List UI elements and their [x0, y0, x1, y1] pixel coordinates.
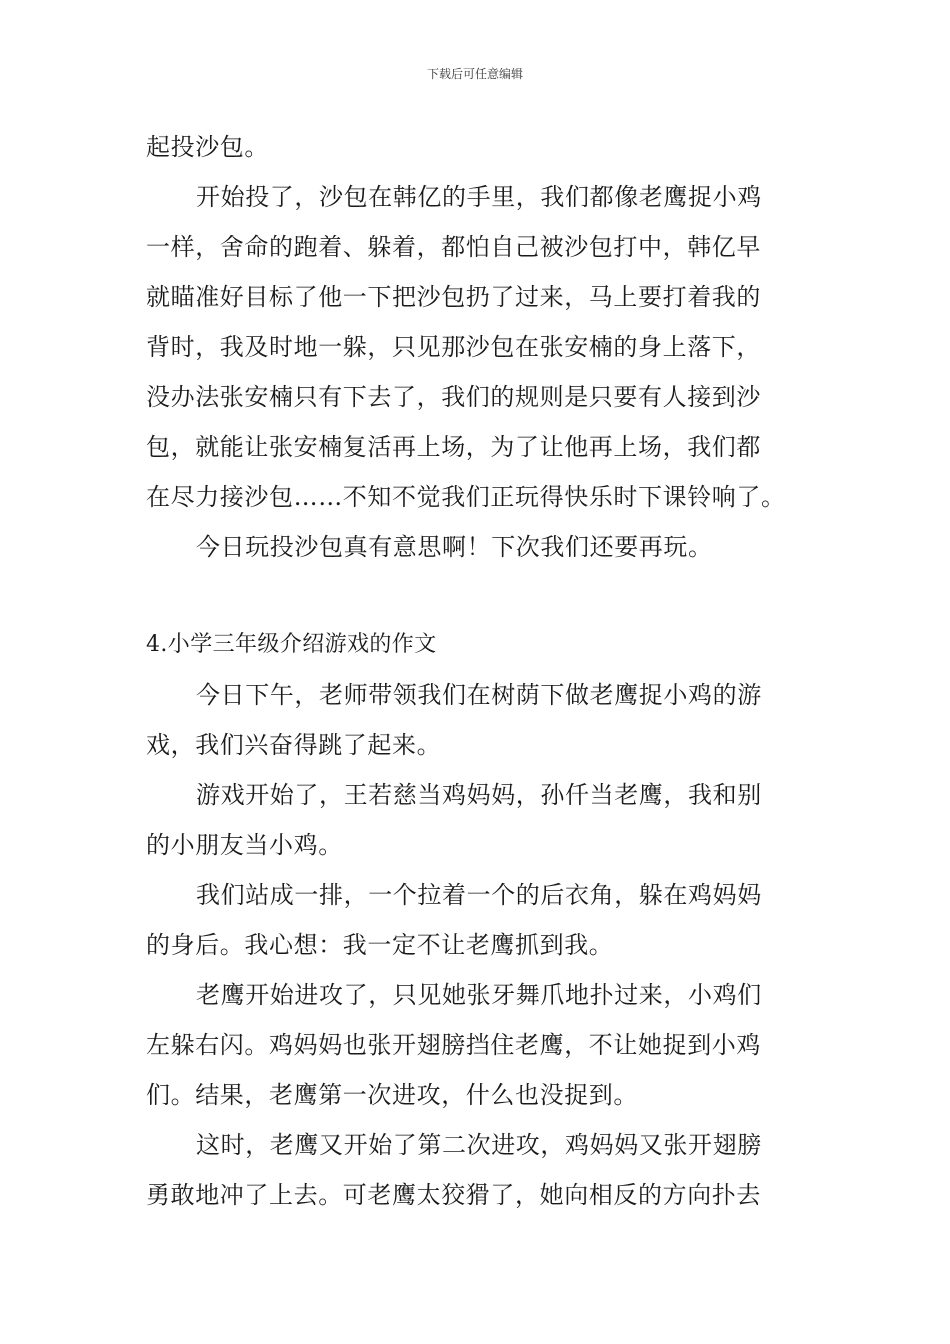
text-line: 包，就能让张安楠复活再上场，为了让他再上场，我们都	[146, 433, 761, 461]
text-line: 们。结果，老鹰第一次进攻，什么也没捉到。	[146, 1081, 638, 1109]
paragraph-start-line: 这时，老鹰又开始了第二次进攻，鸡妈妈又张开翅膀	[196, 1131, 762, 1159]
paragraph-start-line: 我们站成一排，一个拉着一个的后衣角，躲在鸡妈妈	[196, 881, 762, 909]
text-line: 的小朋友当小鸡。	[146, 831, 343, 859]
paragraph-start-line: 老鹰开始进攻了，只见她张牙舞爪地扑过来，小鸡们	[196, 981, 762, 1009]
text-line: 就瞄准好目标了他一下把沙包扔了过来，马上要打着我的	[146, 283, 761, 311]
document-body	[146, 122, 810, 1220]
page-header: 下载后可任意编辑	[426, 67, 523, 81]
text-line: 没办法张安楠只有下去了，我们的规则是只要有人接到沙	[146, 383, 761, 411]
text-line: 背时，我及时地一躲，只见那沙包在张安楠的身上落下，	[146, 333, 761, 361]
paragraph-start-line: 开始投了，沙包在韩亿的手里，我们都像老鹰捉小鸡	[196, 183, 762, 211]
text-line: 勇敢地冲了上去。可老鹰太狡猾了，她向相反的方向扑去	[146, 1181, 761, 1209]
paragraph-start-line: 今日玩投沙包真有意思啊！下次我们还要再玩。	[196, 533, 713, 561]
text-line: 起投沙包。	[146, 133, 269, 161]
text-line: 戏，我们兴奋得跳了起来。	[146, 731, 442, 759]
text-line: 左躲右闪。鸡妈妈也张开翅膀挡住老鹰，不让她捉到小鸡	[146, 1031, 761, 1059]
paragraph-start-line: 今日下午，老师带领我们在树荫下做老鹰捉小鸡的游	[196, 681, 762, 709]
text-line: 一样，舍命的跑着、躲着，都怕自己被沙包打中，韩亿早	[146, 233, 761, 261]
text-line: 的身后。我心想：我一定不让老鹰抓到我。	[146, 931, 614, 959]
text-line: 在尽力接沙包……不知不觉我们正玩得快乐时下课铃响了。	[146, 483, 786, 511]
paragraph-start-line: 游戏开始了，王若慈当鸡妈妈，孙仟当老鹰，我和别	[196, 781, 762, 809]
section-heading: 4.小学三年级介绍游戏的作文	[146, 632, 437, 657]
section-spacer	[146, 572, 810, 620]
